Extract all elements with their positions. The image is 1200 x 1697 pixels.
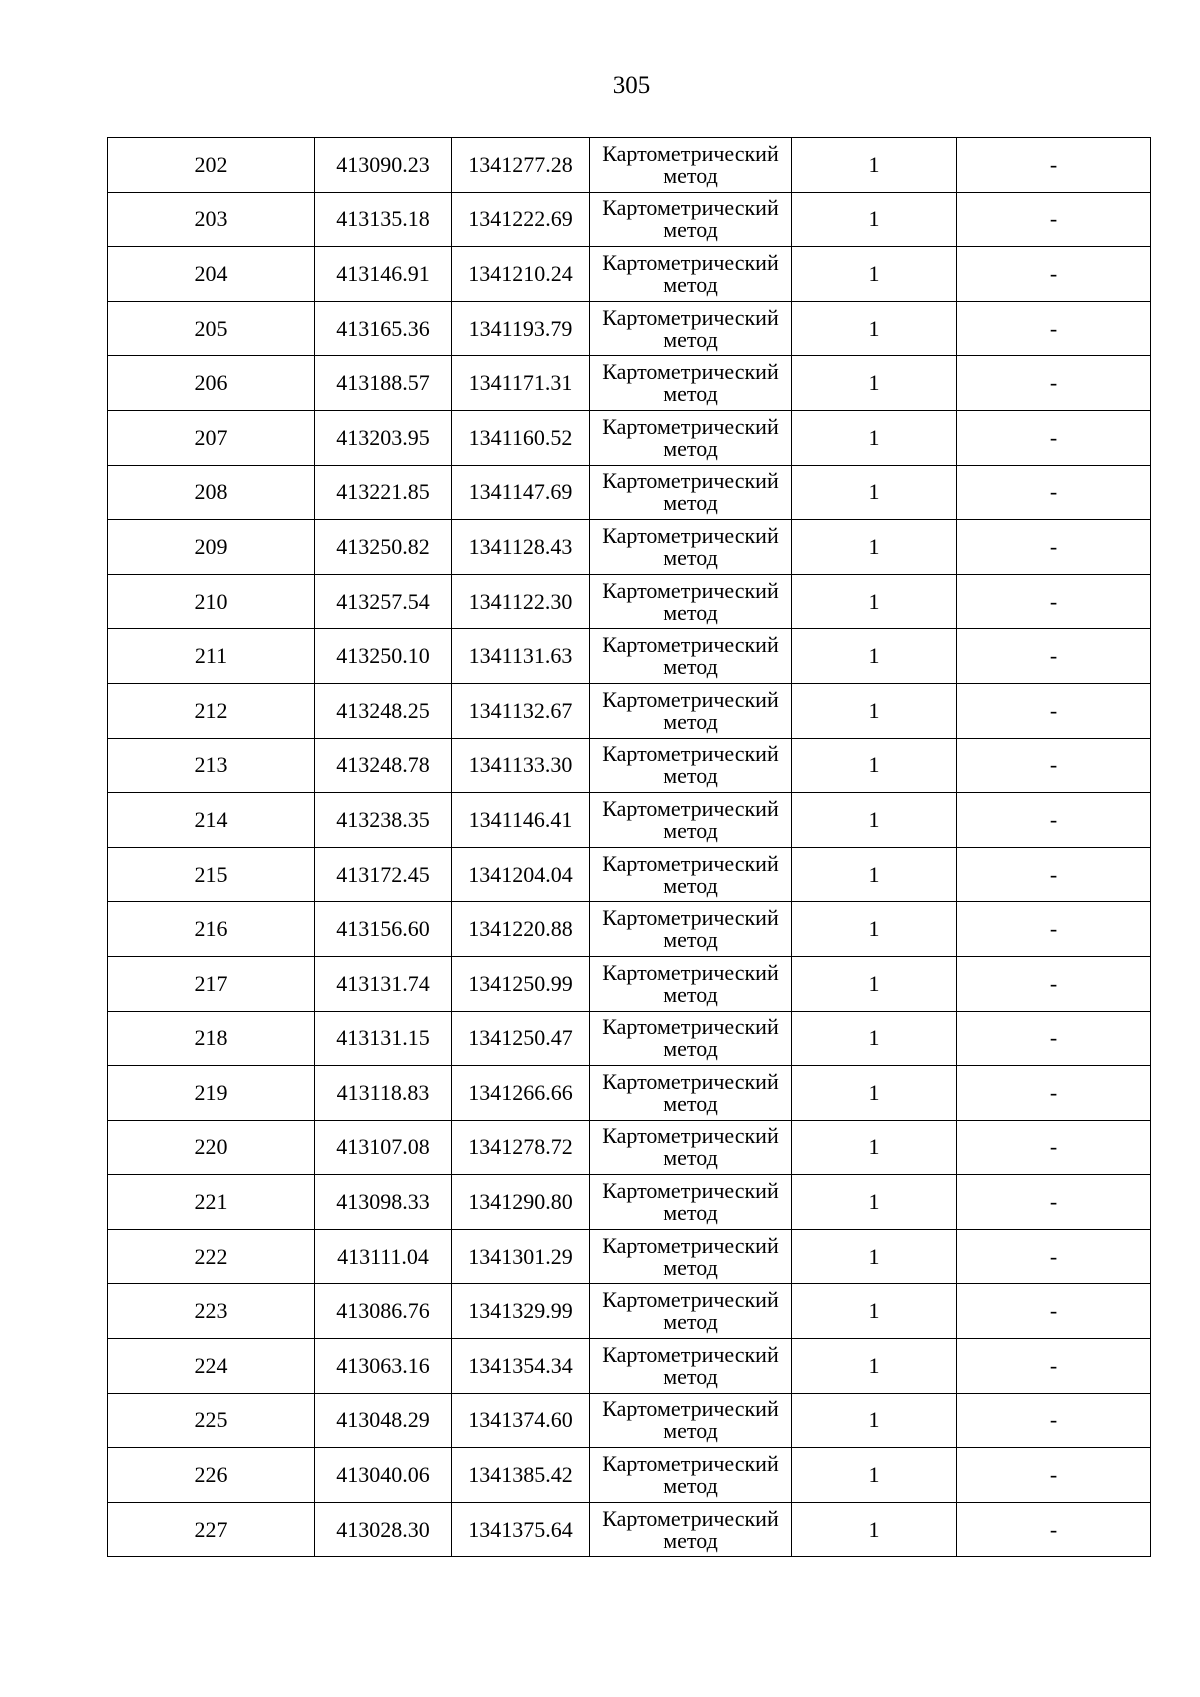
cell-method: Картометрический метод xyxy=(590,1284,792,1339)
cell-accuracy: 1 xyxy=(792,138,957,193)
cell-point-number: 209 xyxy=(108,520,315,575)
cell-x-coordinate: 413090.23 xyxy=(315,138,452,193)
cell-point-number: 217 xyxy=(108,956,315,1011)
cell-y-coordinate: 1341222.69 xyxy=(452,192,590,247)
cell-x-coordinate: 413048.29 xyxy=(315,1393,452,1448)
table-row xyxy=(108,356,1151,411)
cell-method: Картометрический метод xyxy=(590,465,792,520)
cell-accuracy: 1 xyxy=(792,1120,957,1175)
cell-method: Картометрический метод xyxy=(590,1502,792,1557)
cell-accuracy: 1 xyxy=(792,1502,957,1557)
cell-note: - xyxy=(957,1066,1151,1121)
cell-x-coordinate: 413248.25 xyxy=(315,683,452,738)
cell-note: - xyxy=(957,738,1151,793)
cell-y-coordinate: 1341250.47 xyxy=(452,1011,590,1066)
cell-x-coordinate: 413257.54 xyxy=(315,574,452,629)
cell-accuracy: 1 xyxy=(792,1284,957,1339)
cell-x-coordinate: 413040.06 xyxy=(315,1448,452,1503)
cell-y-coordinate: 1341266.66 xyxy=(452,1066,590,1121)
cell-y-coordinate: 1341146.41 xyxy=(452,793,590,848)
table-row xyxy=(108,465,1151,520)
cell-x-coordinate: 413156.60 xyxy=(315,902,452,957)
cell-accuracy: 1 xyxy=(792,683,957,738)
table-row xyxy=(108,574,1151,629)
cell-point-number: 215 xyxy=(108,847,315,902)
cell-x-coordinate: 413131.74 xyxy=(315,956,452,1011)
cell-point-number: 223 xyxy=(108,1284,315,1339)
cell-note: - xyxy=(957,1393,1151,1448)
cell-method: Картометрический метод xyxy=(590,1066,792,1121)
cell-accuracy: 1 xyxy=(792,1066,957,1121)
cell-point-number: 225 xyxy=(108,1393,315,1448)
cell-y-coordinate: 1341204.04 xyxy=(452,847,590,902)
cell-note: - xyxy=(957,247,1151,302)
cell-point-number: 208 xyxy=(108,465,315,520)
cell-method: Картометрический метод xyxy=(590,520,792,575)
cell-y-coordinate: 1341193.79 xyxy=(452,301,590,356)
cell-method: Картометрический метод xyxy=(590,738,792,793)
cell-x-coordinate: 413172.45 xyxy=(315,847,452,902)
table-row xyxy=(108,847,1151,902)
cell-note: - xyxy=(957,356,1151,411)
cell-point-number: 219 xyxy=(108,1066,315,1121)
cell-y-coordinate: 1341278.72 xyxy=(452,1120,590,1175)
table-row xyxy=(108,1066,1151,1121)
table-row xyxy=(108,247,1151,302)
cell-note: - xyxy=(957,1011,1151,1066)
cell-point-number: 211 xyxy=(108,629,315,684)
cell-point-number: 227 xyxy=(108,1502,315,1557)
cell-accuracy: 1 xyxy=(792,192,957,247)
cell-method: Картометрический метод xyxy=(590,1175,792,1230)
cell-note: - xyxy=(957,465,1151,520)
table-row xyxy=(108,956,1151,1011)
cell-note: - xyxy=(957,410,1151,465)
cell-note: - xyxy=(957,847,1151,902)
cell-method: Картометрический метод xyxy=(590,138,792,193)
cell-point-number: 206 xyxy=(108,356,315,411)
table-body xyxy=(108,138,1151,1557)
cell-x-coordinate: 413028.30 xyxy=(315,1502,452,1557)
cell-accuracy: 1 xyxy=(792,738,957,793)
table-row xyxy=(108,1229,1151,1284)
cell-point-number: 221 xyxy=(108,1175,315,1230)
cell-point-number: 204 xyxy=(108,247,315,302)
cell-method: Картометрический метод xyxy=(590,1448,792,1503)
cell-y-coordinate: 1341250.99 xyxy=(452,956,590,1011)
cell-accuracy: 1 xyxy=(792,1229,957,1284)
cell-x-coordinate: 413165.36 xyxy=(315,301,452,356)
table-row xyxy=(108,520,1151,575)
cell-y-coordinate: 1341385.42 xyxy=(452,1448,590,1503)
cell-y-coordinate: 1341220.88 xyxy=(452,902,590,957)
cell-accuracy: 1 xyxy=(792,1011,957,1066)
cell-accuracy: 1 xyxy=(792,902,957,957)
cell-method: Картометрический метод xyxy=(590,247,792,302)
table-row xyxy=(108,1393,1151,1448)
cell-note: - xyxy=(957,1284,1151,1339)
table-row xyxy=(108,629,1151,684)
table-row xyxy=(108,1284,1151,1339)
cell-accuracy: 1 xyxy=(792,956,957,1011)
table-row xyxy=(108,1502,1151,1557)
cell-method: Картометрический метод xyxy=(590,301,792,356)
cell-x-coordinate: 413238.35 xyxy=(315,793,452,848)
cell-x-coordinate: 413107.08 xyxy=(315,1120,452,1175)
cell-x-coordinate: 413221.85 xyxy=(315,465,452,520)
cell-y-coordinate: 1341160.52 xyxy=(452,410,590,465)
cell-note: - xyxy=(957,1502,1151,1557)
cell-x-coordinate: 413146.91 xyxy=(315,247,452,302)
cell-note: - xyxy=(957,574,1151,629)
cell-note: - xyxy=(957,1339,1151,1394)
cell-method: Картометрический метод xyxy=(590,1393,792,1448)
cell-method: Картометрический метод xyxy=(590,574,792,629)
cell-y-coordinate: 1341147.69 xyxy=(452,465,590,520)
cell-x-coordinate: 413203.95 xyxy=(315,410,452,465)
cell-method: Картометрический метод xyxy=(590,192,792,247)
cell-note: - xyxy=(957,683,1151,738)
cell-method: Картометрический метод xyxy=(590,356,792,411)
cell-note: - xyxy=(957,793,1151,848)
cell-note: - xyxy=(957,1229,1151,1284)
cell-y-coordinate: 1341329.99 xyxy=(452,1284,590,1339)
cell-method: Картометрический метод xyxy=(590,410,792,465)
cell-point-number: 226 xyxy=(108,1448,315,1503)
cell-note: - xyxy=(957,1448,1151,1503)
cell-note: - xyxy=(957,520,1151,575)
cell-x-coordinate: 413188.57 xyxy=(315,356,452,411)
table-row xyxy=(108,1120,1151,1175)
cell-note: - xyxy=(957,956,1151,1011)
cell-x-coordinate: 413118.83 xyxy=(315,1066,452,1121)
cell-accuracy: 1 xyxy=(792,1448,957,1503)
cell-point-number: 218 xyxy=(108,1011,315,1066)
page-number: 305 xyxy=(612,72,651,99)
cell-y-coordinate: 1341122.30 xyxy=(452,574,590,629)
cell-point-number: 207 xyxy=(108,410,315,465)
cell-accuracy: 1 xyxy=(792,1175,957,1230)
coordinates-table xyxy=(107,137,1151,1557)
table-row xyxy=(108,902,1151,957)
table-row xyxy=(108,1339,1151,1394)
cell-x-coordinate: 413250.10 xyxy=(315,629,452,684)
cell-point-number: 212 xyxy=(108,683,315,738)
cell-point-number: 213 xyxy=(108,738,315,793)
cell-method: Картометрический метод xyxy=(590,847,792,902)
cell-method: Картометрический метод xyxy=(590,1011,792,1066)
cell-accuracy: 1 xyxy=(792,1393,957,1448)
cell-y-coordinate: 1341354.34 xyxy=(452,1339,590,1394)
cell-x-coordinate: 413250.82 xyxy=(315,520,452,575)
cell-method: Картометрический метод xyxy=(590,1229,792,1284)
cell-x-coordinate: 413248.78 xyxy=(315,738,452,793)
cell-point-number: 205 xyxy=(108,301,315,356)
table-row xyxy=(108,738,1151,793)
cell-accuracy: 1 xyxy=(792,301,957,356)
cell-accuracy: 1 xyxy=(792,247,957,302)
cell-y-coordinate: 1341374.60 xyxy=(452,1393,590,1448)
cell-note: - xyxy=(957,1120,1151,1175)
cell-x-coordinate: 413131.15 xyxy=(315,1011,452,1066)
cell-point-number: 210 xyxy=(108,574,315,629)
cell-point-number: 214 xyxy=(108,793,315,848)
cell-accuracy: 1 xyxy=(792,793,957,848)
cell-accuracy: 1 xyxy=(792,1339,957,1394)
cell-point-number: 224 xyxy=(108,1339,315,1394)
cell-note: - xyxy=(957,301,1151,356)
cell-x-coordinate: 413063.16 xyxy=(315,1339,452,1394)
cell-note: - xyxy=(957,902,1151,957)
cell-y-coordinate: 1341128.43 xyxy=(452,520,590,575)
cell-method: Картометрический метод xyxy=(590,1120,792,1175)
cell-note: - xyxy=(957,192,1151,247)
cell-point-number: 202 xyxy=(108,138,315,193)
table-row xyxy=(108,1175,1151,1230)
cell-y-coordinate: 1341171.31 xyxy=(452,356,590,411)
cell-y-coordinate: 1341375.64 xyxy=(452,1502,590,1557)
cell-point-number: 216 xyxy=(108,902,315,957)
cell-accuracy: 1 xyxy=(792,520,957,575)
cell-note: - xyxy=(957,1175,1151,1230)
table-row xyxy=(108,1448,1151,1503)
table-row xyxy=(108,138,1151,193)
cell-method: Картометрический метод xyxy=(590,793,792,848)
cell-point-number: 222 xyxy=(108,1229,315,1284)
cell-accuracy: 1 xyxy=(792,356,957,411)
cell-accuracy: 1 xyxy=(792,574,957,629)
cell-method: Картометрический метод xyxy=(590,683,792,738)
cell-note: - xyxy=(957,138,1151,193)
cell-point-number: 203 xyxy=(108,192,315,247)
cell-y-coordinate: 1341301.29 xyxy=(452,1229,590,1284)
cell-x-coordinate: 413086.76 xyxy=(315,1284,452,1339)
cell-note: - xyxy=(957,629,1151,684)
cell-point-number: 220 xyxy=(108,1120,315,1175)
cell-y-coordinate: 1341210.24 xyxy=(452,247,590,302)
table-row xyxy=(108,301,1151,356)
cell-accuracy: 1 xyxy=(792,410,957,465)
cell-y-coordinate: 1341131.63 xyxy=(452,629,590,684)
cell-y-coordinate: 1341277.28 xyxy=(452,138,590,193)
cell-y-coordinate: 1341133.30 xyxy=(452,738,590,793)
table-row xyxy=(108,192,1151,247)
cell-method: Картометрический метод xyxy=(590,1339,792,1394)
cell-y-coordinate: 1341290.80 xyxy=(452,1175,590,1230)
cell-accuracy: 1 xyxy=(792,847,957,902)
cell-method: Картометрический метод xyxy=(590,629,792,684)
table-row xyxy=(108,793,1151,848)
table-row xyxy=(108,683,1151,738)
table-row xyxy=(108,1011,1151,1066)
cell-accuracy: 1 xyxy=(792,465,957,520)
cell-accuracy: 1 xyxy=(792,629,957,684)
cell-method: Картометрический метод xyxy=(590,902,792,957)
cell-y-coordinate: 1341132.67 xyxy=(452,683,590,738)
cell-method: Картометрический метод xyxy=(590,956,792,1011)
table-row xyxy=(108,410,1151,465)
cell-x-coordinate: 413135.18 xyxy=(315,192,452,247)
cell-x-coordinate: 413098.33 xyxy=(315,1175,452,1230)
cell-x-coordinate: 413111.04 xyxy=(315,1229,452,1284)
